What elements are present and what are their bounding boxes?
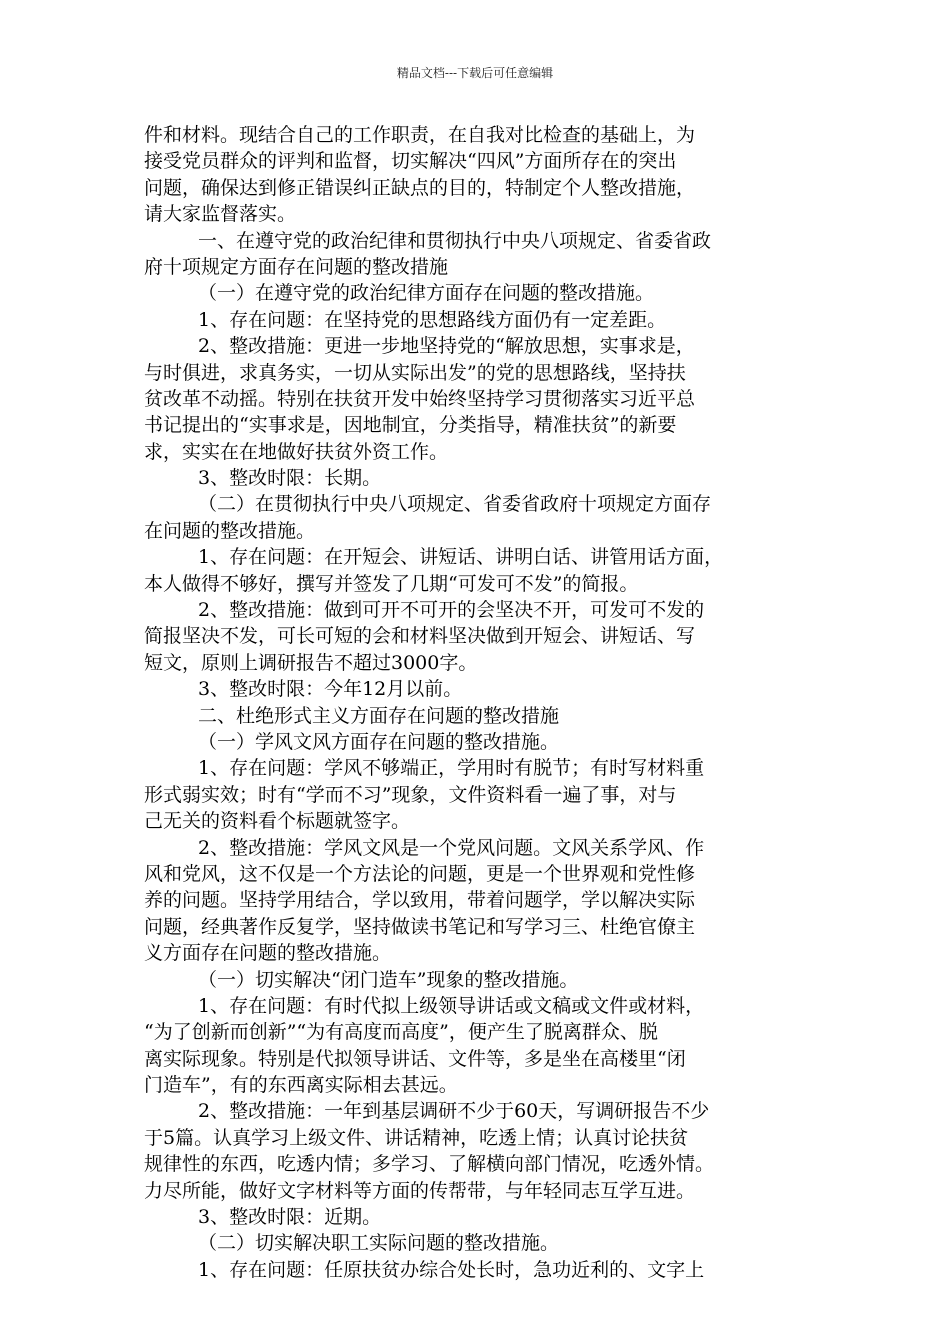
text-line: 二、杜绝形式主义方面存在问题的整改措施 (198, 704, 560, 727)
text-line: 己无关的资料看个标题就签字。 (144, 810, 411, 833)
text-line: 府十项规定方面存在问题的整改措施 (144, 255, 449, 278)
text-line: 在问题的整改措施。 (144, 519, 316, 542)
text-line: 2、整改措施：一年到基层调研不少于60天，写调研报告不少 (198, 1100, 710, 1123)
text-line: 义方面存在问题的整改措施。 (144, 942, 392, 965)
text-line: 求，实实在在地做好扶贫外资工作。 (144, 440, 449, 463)
text-line: 力尽所能，做好文字材料等方面的传帮带，与年轻同志互学互进。 (144, 1179, 696, 1202)
text-line: 于5篇。认真学习上级文件、讲话精神，吃透上情；认真讨论扶贫 (144, 1126, 689, 1149)
text-line: 1、存在问题：有时代拟上级领导讲话或文稿或文件或材料， (198, 994, 705, 1017)
text-line: 简报坚决不发，可长可短的会和材料坚决做到开短会、讲短话、写 (144, 625, 696, 648)
text-line: （一）学风文风方面存在问题的整改措施。 (198, 730, 560, 753)
text-line: 书记提出的“实事求是，因地制宜，分类指导，精准扶贫”的新要 (144, 414, 677, 437)
text-line: “为了创新而创新”“为有高度而高度”，便产生了脱离群众、脱 (144, 1021, 658, 1044)
text-line: 与时俱进，求真务实，一切从实际出发”的党的思想路线，坚持扶 (144, 361, 686, 384)
text-line: （一）在遵守党的政治纪律方面存在问题的整改措施。 (198, 282, 655, 305)
text-line: 离实际现象。特别是代拟领导讲话、文件等，多是坐在高楼里“闭 (144, 1047, 686, 1070)
text-line: 请大家监督落实。 (144, 203, 297, 226)
text-line: 养的问题。坚持学用结合，学以致用，带着问题学，学以解决实际 (144, 889, 696, 912)
text-line: （一）切实解决“闭门造车”现象的整改措施。 (198, 968, 579, 991)
text-line: 2、整改措施：学风文风是一个党风问题。文风关系学风、作 (198, 836, 705, 859)
text-line: 接受党员群众的评判和监督，切实解决“四风”方面所存在的突出 (144, 150, 677, 173)
text-line: 2、整改措施：更进一步地坚持党的“解放思想，实事求是， (198, 335, 695, 358)
text-line: 3、整改时限：近期。 (198, 1206, 382, 1229)
text-line: 1、存在问题：学风不够端正，学用时有脱节；有时写材料重 (198, 757, 705, 780)
text-line: 1、存在问题：在坚持党的思想路线方面仍有一定差距。 (198, 308, 667, 331)
text-line: 3、整改时限：今年12月以前。 (198, 678, 463, 701)
text-line: 1、存在问题：任原扶贫办综合处长时，急功近利的、文字上 (198, 1258, 705, 1281)
text-line: 件和材料。现结合自己的工作职责，在自我对比检查的基础上，为 (144, 124, 696, 146)
text-line: 问题，经典著作反复学，坚持做读书笔记和写学习三、杜绝官僚主 (144, 915, 696, 938)
text-line: （二）在贯彻执行中央八项规定、省委省政府十项规定方面存 (198, 493, 712, 516)
text-line: 规律性的东西，吃透内情；多学习、了解横向部门情况，吃透外情。 (144, 1153, 715, 1176)
text-line: 3、整改时限：长期。 (198, 467, 382, 490)
text-line: 2、整改措施：做到可开不可开的会坚决不开，可发可不发的 (198, 599, 705, 622)
text-line: 一、在遵守党的政治纪律和贯彻执行中央八项规定、省委省政 (198, 229, 712, 252)
document-body (144, 122, 810, 1283)
text-line: 问题，确保达到修正错误纠正缺点的目的，特制定个人整改措施， (144, 176, 696, 199)
text-line: 风和党风，这不仅是一个方法论的问题，更是一个世界观和党性修 (144, 862, 696, 885)
text-line: 本人做得不够好，撰写并签发了几期“可发可不发”的简报。 (144, 572, 639, 595)
text-line: 1、存在问题：在开短会、讲短话、讲明白话、讲管用话方面， (198, 546, 724, 569)
page-header: 精品文档---下载后可任意编辑 (396, 66, 554, 80)
text-line: 形式弱实效；时有“学而不习”现象，文件资料看一遍了事，对与 (144, 783, 677, 806)
text-line: （二）切实解决职工实际问题的整改措施。 (198, 1232, 560, 1255)
text-line: 贫改革不动摇。特别在扶贫开发中始终坚持学习贯彻落实习近平总 (144, 387, 696, 410)
text-line: 门造车”，有的东西离实际相去甚远。 (144, 1074, 458, 1097)
text-line: 短文，原则上调研报告不超过3000字。 (144, 651, 478, 674)
